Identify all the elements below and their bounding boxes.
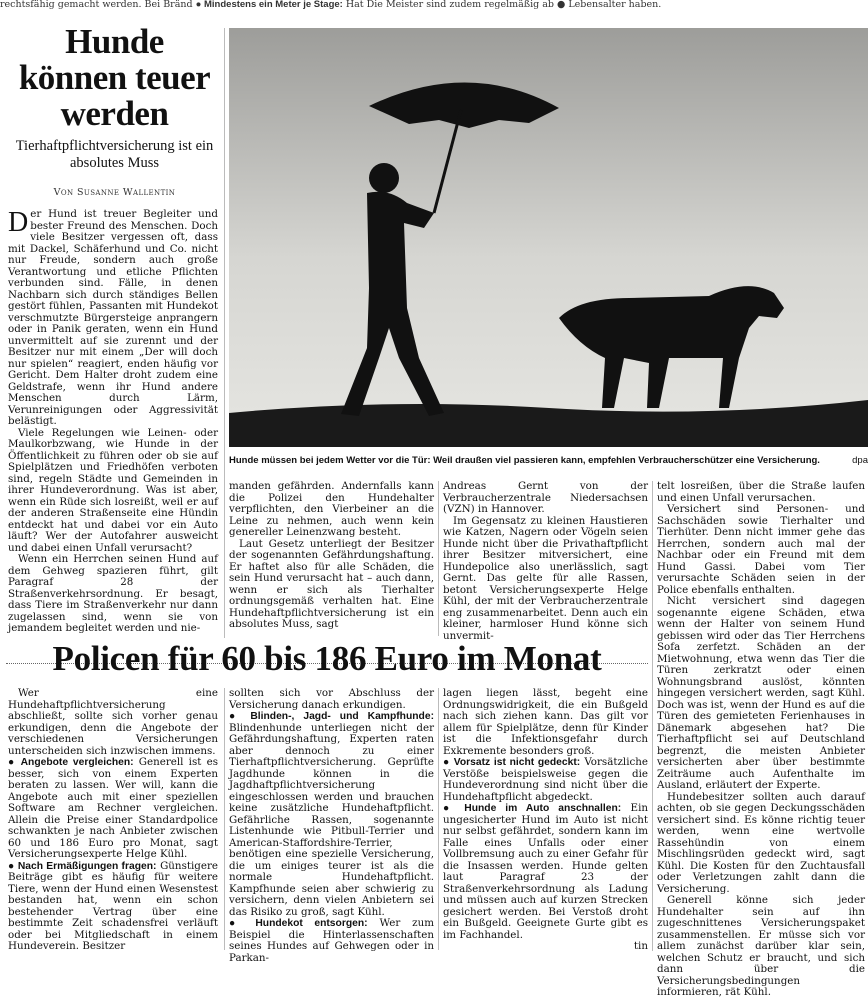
article-paragraph: Versichert sind Personen- und Sachschäden sowie Tierhalter und Tierhüter. Denn nicht immer gehe das Herrchen, sondern auch mal der Nachbar oder ein Freund mit dem Hund Gassi. Dabei vom Tier verursachte Schäden seien in der Police ebenfalls enthalten. (657, 503, 865, 596)
article-column-3 (443, 480, 648, 642)
subheading: ● Blinden-, Jagd- und Kampfhunde: (229, 711, 434, 722)
second-column-3 (443, 688, 648, 950)
article-paragraph: sollten sich vor Abschluss der Versicherung danach erkundigen. (229, 687, 434, 711)
article-column-2 (229, 481, 434, 636)
article-paragraph: Im Gegensatz zu kleinen Haustieren wie Katzen, Nagern oder Vögeln seien Hunde nicht über die Privathaftpflicht ihrer Besitzer mitversichert, eine Hundepolice also unerlässlich, sagt Gernt. Das gelte für alle Rassen, betont Versicherungsexperte Helge Kühl, der mit der Verbraucherzentrale eng zusammenarbeitet. Denn auch ein kleiner, harmloser Hund könne sich unvermit- (443, 514, 648, 642)
drop-cap: D (8, 207, 29, 238)
photo-credit: dpa (852, 455, 868, 466)
second-column-1 (8, 688, 218, 950)
article-paragraph (443, 803, 648, 941)
paragraph-text: Ein ungesicherter Hund im Auto ist nicht nur selbst gefährdet, sondern kann im Falle eines Unfalls oder einer Vollbremsung auch zu einer Gefahr für die Insassen werden. Hunde gelten laut Paragraf 23 der Straßenverkehrsordnung als Ladung und müssen auch auf kurzen Strecken gesichert werden. Bei Verstoß droht ein Bußgeld. Geeignete Gurte gibt es im Fachhandel. (443, 802, 648, 941)
article-paragraph: Hundebesitzer sollten auch darauf achten, ob sie gegen Deckungsschäden versichert sind. Es könne richtig teuer werden, wenn eine wertvolle Rassehündin von einem Mischlingsrüden gedeckt wird, sagt Kühl. Die Kosten für den Zuchtausfall oder Verletzungen zahlt dann die Versicherung. (657, 790, 865, 895)
article-paragraph: Andreas Gernt von der Verbraucherzentrale Niedersachsen (VZN) in Hannover. (443, 480, 648, 515)
dog-umbrella-photo (229, 28, 868, 447)
article-byline: Von Susanne Wallentin (53, 187, 176, 198)
column-rule (224, 28, 225, 638)
paragraph-text: Generell ist es besser, sich von einem Experten beraten zu lassen. Wer will, kann die Angebote auch mit einer speziellen Software am Rechner vergleichen. Allein die Preise einer Standardpolice schwankten je nach Anbieter zwischen 60 und 186 Euro pro Monat, sagt Versicherungsexperte Helge Kühl. (8, 756, 219, 860)
second-column-2 (229, 687, 434, 964)
article-paragraph (229, 711, 434, 918)
column-rule (652, 481, 653, 951)
article-paragraph (8, 757, 218, 861)
top-strip-bold: ● Mindestens ein Meter je Stage: (195, 0, 343, 10)
subheading: ● Hundekot entsorgen: (229, 918, 368, 929)
article-subhead: Tierhaftpflichtversicherung ist ein absolutes Muss (15, 138, 214, 171)
column-rule (224, 688, 225, 950)
article-column-1 (8, 209, 218, 641)
paragraph-text: er Hund ist treuer Begleiter und bester Freund des Menschen. Doch viele Besitzer vergessen oft, dass mit Dackel, Schäferhund und Co. nicht nur Freude, sondern auch große Verantwortung und etliche Pflichten verbunden sind. Fälle, in denen Nachbarn sich durch ständiges Bellen gestört fühlen, Passanten mit Hundekot verschmutzte Bürgersteige anprangern oder in Panik geraten, wenn ein Hund unvermittelt auf sie zurennt und der Besitzer nur mit einem „Der will doch nur spielen“ reagiert, enden häufig vor Gericht. Dem Halter droht zudem eine Geldstrafe, wenn ihr Hund andere Menschen durch Lärm, Verunreinigungen oder Aggressivität belästigt. (8, 208, 218, 427)
article-paragraph: Viele Regelungen wie Leinen- oder Maulkorbzwang, wie Hunde in der Öffentlichkeit zu führen oder ob sie auf Spielplätzen und Friedhöfen verboten sind, regeln Städte und Gemeinden in ihrer Hundeverordnung. Was ist aber, wenn ein Rüde sich losreißt, weil er auf der anderen Straßenseite eine Hündin entdeckt hat und dabei vor ein Auto läuft? Wer der Autofahrer ausweicht und dabei einen Unfall verursacht? (8, 426, 218, 554)
subheading: ● Vorsatz ist nicht gedeckt: (443, 757, 580, 768)
article-paragraph: Wer eine Hundehaftpflichtversicherung abschließt, sollte sich vorher genau erkundigen, denn die Angebote der verschiedenen Versicherungen unterscheiden sich inzwischen immens. (8, 687, 218, 757)
article-headline: Hunde können teuer werden (18, 22, 211, 133)
subheading: ● Nach Ermäßigungen fragen: (8, 861, 156, 872)
article-paragraph: manden gefährden. Andernfalls kann die Polizei den Hundehalter verpflichten, den Vierbeiner an die Leine zu nehmen, auch wenn kein genereller Leinenzwang besteht. (229, 480, 434, 538)
photo-silhouette (229, 28, 868, 447)
subheading: ● Hunde im Auto anschnallen: (443, 803, 621, 814)
paragraph-text: Günstigere Beiträge gibt es häufig für weitere Tiere, wenn der Hund einen Wesenstest bestanden hat, wenn ein schon bestehender Vertrag über eine bestimmte Zeit schadensfrei verläuft oder bei Mitgliedschaft in einem Hundeverein. Besitzer (8, 859, 218, 952)
second-headline: Policen für 60 bis 186 Euro im Monat (52, 639, 602, 678)
caption-text: Hunde müssen bei jedem Wetter vor die Tür: Weil draußen viel passieren kann, empfehlen Verbraucherschützer eine Versicherung. (229, 455, 820, 466)
article-paragraph (8, 861, 218, 953)
paragraph-text: Blindenhunde unterliegen nicht der Gefährdungshaftung, Experten raten aber dennoch zu einer Tierhaftpflichtversicherung. Geprüfte Jagdhunde können in die Jagdhaftpflichtversicherung eingeschlossen werden und brauchen keine zusätzliche Hundehaftpflicht. Gefährliche Rassen, sogenannte Listenhunde wie Pitbull-Terrier und American-Staffordshire-Terrier, benötigen eine spezielle Versicherung, die um einiges teurer ist als die normale Hundehaftpflicht. Kampfhunde seien aber schwierig zu versichern, denn vielen Anbietern sei das Risiko zu groß, sagt Kühl. (229, 721, 434, 918)
top-strip-mid: Hat (342, 0, 367, 10)
article-paragraph: Laut Gesetz unterliegt der Besitzer der sogenannten Gefährdungshaftung. Er haftet also für alle Schäden, die sein Hund verursacht hat – auch dann, wenn er sich als Tierhalter ordnungsgemäß verhalten hat. Eine Hundehaftpflichtversicherung ist ein absolutes Muss, sagt (229, 537, 434, 630)
article-paragraph (229, 918, 434, 964)
article-paragraph: lagen liegen lässt, begeht eine Ordnungswidrigkeit, die ein Bußgeld nach sich ziehen kann. Das gilt vor allem für Spielplätze, denn für Kinder ist die Infektionsgefahr durch Exkremente besonders groß. (443, 687, 648, 757)
column-rule (438, 688, 439, 950)
paragraph-text: Vorsätzliche Verstöße beispielsweise gegen die Hundeverordnung sind nicht über die Hundehaftpflicht abgedeckt. (443, 756, 648, 803)
subheading: ● Angebote vergleichen: (8, 757, 134, 768)
author-sign: tin (633, 940, 648, 952)
top-strip-right: Die Meister sind zudem regelmäßig ab ● Lebensalter haben. (366, 0, 662, 10)
top-strip (0, 0, 868, 10)
paragraph-text: Wer zum Beispiel die Hinterlassenschaften seines Hundes auf Gehwegen oder in Parkan- (229, 917, 434, 964)
article-paragraph (8, 209, 218, 428)
article-paragraph: Generell könne sich jeder Hundehalter sein auf ihn zugeschnittenes Versicherungspaket zusammenstellen. Er müsse sich vor allem zunächst darüber klar sein, welchen Schutz er braucht, und sich dann über die Versicherungsbedingungen informieren, rät Kühl. (657, 894, 865, 998)
column-rule (438, 481, 439, 636)
article-column-4 (657, 480, 865, 998)
top-strip-left: rechtsfähig gemacht werden. Bei Bränd (0, 0, 193, 10)
article-paragraph (443, 757, 648, 803)
article-paragraph: telt losreißen, über die Straße laufen und einen Unfall verursachen. (657, 480, 865, 504)
article-paragraph: Wenn ein Herrchen seinen Hund auf dem Gehweg spazieren führt, gilt Paragraf 28 der Straßenverkehrsordnung. Er besagt, dass Tiere im Straßenverkehr nur dann zugelassen sind, wenn sie von jemandem begleitet werden und nie- (8, 553, 218, 634)
article-paragraph: Nicht versichert sind dagegen sogenannte eigene Schäden, etwa wenn der Halter von seinem Hund gebissen wird oder das Tier Herrchens Sofa zerfetzt. Schäden an der Mietwohnung, etwa wenn das Tier die Türen zerkratzt oder einen Wohnungsbrand auslöst, könnten hingegen versichert werden, sagt Kühl. Doch was ist, wenn der Hund es auf die Türen des gemieteten Ferienhauses in Dänemark abgesehen hat? Die Tierhaftpflicht sei auf Deutschland begrenzt, die meisten Anbieter versicherten aber über bestimmte Zeiträume auch Aufenthalte im Ausland, erläutert der Experte. (657, 595, 865, 791)
photo-caption (229, 455, 868, 466)
